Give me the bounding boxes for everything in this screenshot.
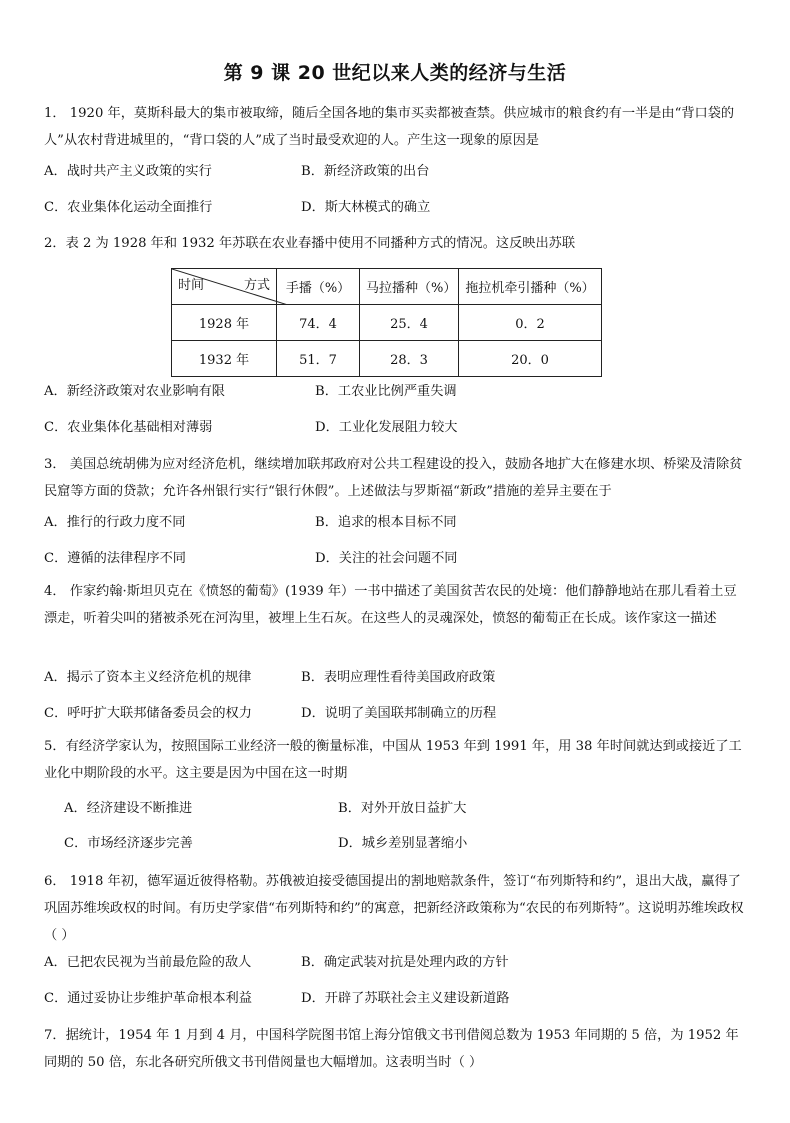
question-1-option-b[interactable]: B．新经济政策的出台 (301, 164, 430, 179)
question-6-option-c[interactable]: C．通过妥协让步维护革命根本利益 (44, 991, 252, 1006)
question-1-stem: 1． 1920 年，莫斯科最大的集市被取缔，随后全国各地的集市买卖都被查禁。供应城市的粮食约有一半是由“背口袋的人”从农村背进城里的，“背口袋的人”成了当时最受欢迎的人。产生这一现象的原因是 (44, 106, 735, 148)
question-4-option-d[interactable]: D．说明了美国联邦制确立的历程 (301, 706, 497, 721)
question-5-stem: 5．有经济学家认为，按照国际工业经济一般的衡量标准，中国从 1953 年到 1991 年，用 38 年时间就达到或接近了工业化中期阶段的水平。这主要是因为中国在这一时期 (44, 739, 742, 781)
sowing-methods-table (171, 268, 602, 377)
question-3-option-a[interactable]: A．推行的行政力度不同 (44, 515, 186, 530)
table-header-row (172, 269, 602, 305)
question-2-stem: 2．表 2 为 1928 年和 1932 年苏联在农业春播中使用不同播种方式的情况。这反映出苏联 (44, 236, 576, 251)
table-header-cell: 手播（%） (277, 269, 360, 305)
question-1-option-a[interactable]: A．战时共产主义政策的实行 (44, 164, 212, 179)
table-cell: 51．7 (277, 341, 360, 377)
table-cell: 25．4 (360, 305, 459, 341)
question-7-stem: 7．据统计，1954 年 1 月到 4 月，中国科学院图书馆上海分馆俄文书刊借阅总数为 1953 年同期的 5 倍，为 1952 年同期的 50 倍，东北各研究所俄文书刊借阅量也大幅增加。这表明当时（ ） (44, 1028, 739, 1070)
table-row (172, 341, 602, 377)
question-5-option-d[interactable]: D．城乡差别显著缩小 (338, 836, 468, 851)
table-header-cell: 马拉播种（%） (360, 269, 459, 305)
table-cell: 20．0 (459, 341, 602, 377)
question-5-option-a[interactable]: A．经济建设不断推进 (64, 801, 193, 816)
question-2-option-d[interactable]: D．工业化发展阻力较大 (315, 420, 458, 435)
question-6-option-d[interactable]: D．开辟了苏联社会主义建设新道路 (301, 991, 510, 1006)
question-3-option-b[interactable]: B．追求的根本目标不同 (315, 515, 457, 530)
question-6-stem: 6． 1918 年初，德军逼近彼得格勒。苏俄被迫接受德国提出的割地赔款条件，签订“布列斯特和约”，退出大战，赢得了巩固苏维埃政权的时间。有历史学家借“布列斯特和约”的寓意，把新经济政策称为“农民的布列斯特”。这说明苏维埃政权（ ） (44, 874, 744, 943)
question-6-option-b[interactable]: B．确定武装对抗是处理内政的方针 (301, 955, 509, 970)
question-4-option-a[interactable]: A．揭示了资本主义经济危机的规律 (44, 670, 252, 685)
question-5-option-c[interactable]: C．市场经济逐步完善 (64, 836, 193, 851)
question-3-option-d[interactable]: D．关注的社会问题不同 (315, 551, 458, 566)
table-corner-cell (172, 269, 277, 305)
question-2-option-a[interactable]: A．新经济政策对农业影响有限 (44, 384, 225, 399)
question-5-option-b[interactable]: B．对外开放日益扩大 (338, 801, 467, 816)
table-cell: 0．2 (459, 305, 602, 341)
question-4-option-c[interactable]: C．呼吁扩大联邦储备委员会的权力 (44, 706, 252, 721)
table-cell: 28．3 (360, 341, 459, 377)
table-header-cell: 拖拉机牵引播种（%） (459, 269, 602, 305)
question-2-option-b[interactable]: B．工农业比例严重失调 (315, 384, 457, 399)
question-6-option-a[interactable]: A．已把农民视为当前最危险的敌人 (44, 955, 252, 970)
table-row-label: 1932 年 (172, 341, 277, 377)
table-row-label: 1928 年 (172, 305, 277, 341)
question-1-option-d[interactable]: D．斯大林模式的确立 (301, 200, 431, 215)
table-cell: 74．4 (277, 305, 360, 341)
question-3-option-c[interactable]: C．遵循的法律程序不同 (44, 551, 186, 566)
question-4-option-b[interactable]: B．表明应理性看待美国政府政策 (301, 670, 496, 685)
question-4-stem: 4． 作家约翰·斯坦贝克在《愤怒的葡萄》(1939 年）一书中描述了美国贫苦农民的处境：他们静静地站在那儿看着土豆漂走，听着尖叫的猪被杀死在河沟里，被埋上生石灰。在这些人的灵魂深处，愤怒的葡萄正在长成。该作家这一描述 (44, 584, 737, 626)
page-title: 第 9 课 20 世纪以来人类的经济与生活 (223, 62, 567, 84)
table-row (172, 305, 602, 341)
question-1-option-c[interactable]: C．农业集体化运动全面推行 (44, 200, 213, 215)
corner-label-method: 方式 (243, 278, 270, 293)
question-3-stem: 3． 美国总统胡佛为应对经济危机，继续增加联邦政府对公共工程建设的投入，鼓励各地扩大在修建水坝、桥梁及清除贫民窟等方面的贷款；允许各州银行实行“银行休假”。上述做法与罗斯福“新政”措施的差异主要在于 (44, 457, 743, 499)
corner-label-time: 时间 (178, 278, 205, 293)
question-2-option-c[interactable]: C．农业集体化基础相对薄弱 (44, 420, 213, 435)
